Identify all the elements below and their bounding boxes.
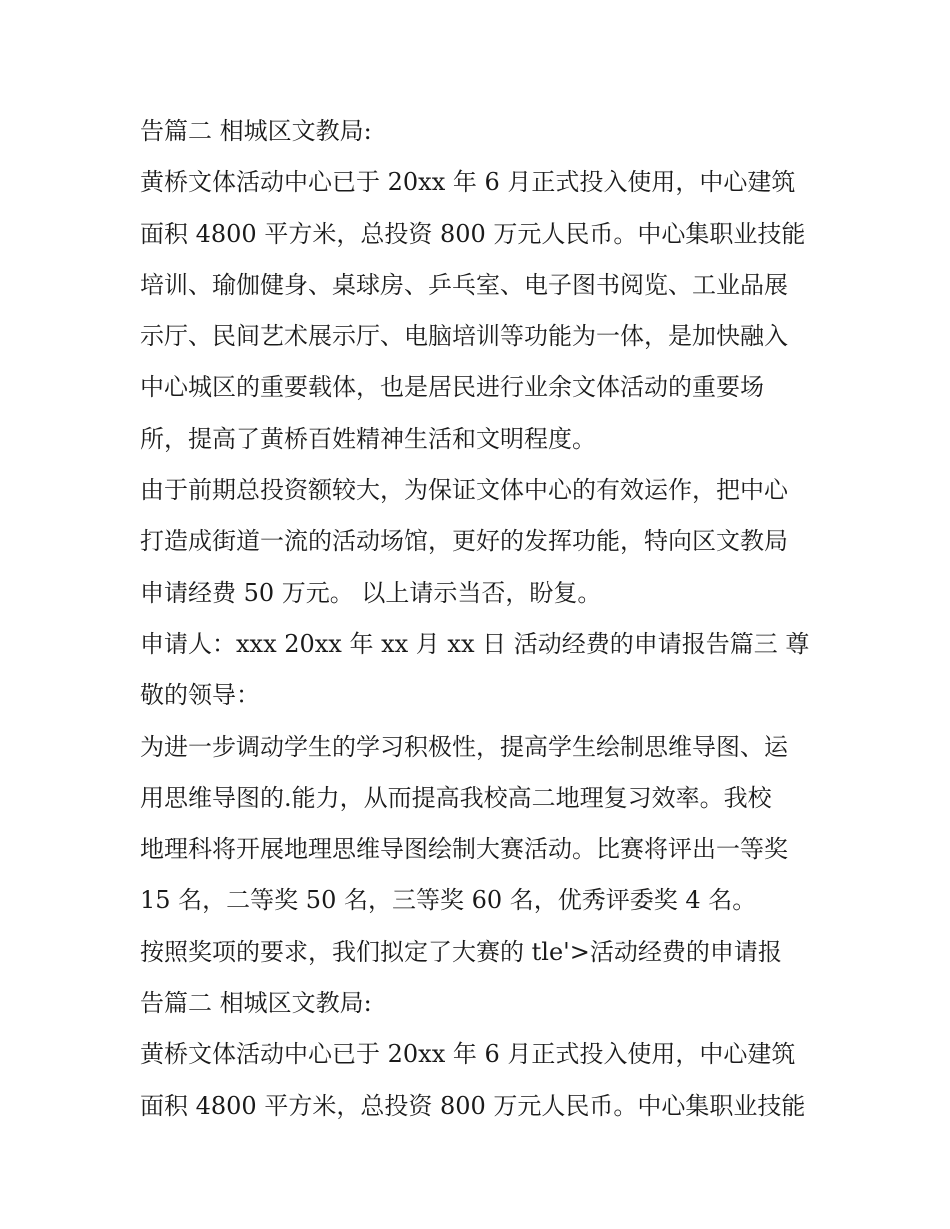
text-line: 用思维导图的.能力，从而提高我校高二地理复习效率。我校	[140, 783, 772, 812]
text-line: 申请人：xxx 20xx 年 xx 月 xx 日 活动经费的申请报告篇三 尊	[140, 629, 810, 658]
text-line: 告篇二 相城区文教局:	[140, 117, 372, 145]
text-line: 中心城区的重要载体，也是居民进行业余文体活动的重要场	[140, 373, 764, 402]
text-line: 申请经费 50 万元。 以上请示当否，盼复。	[140, 578, 602, 607]
text-line: 由于前期总投资额较大，为保证文体中心的有效运作，把中心	[140, 476, 788, 505]
text-line: 黄桥文体活动中心已于 20xx 年 6 月正式投入使用，中心建筑	[140, 1040, 796, 1069]
text-line: 按照奖项的要求，我们拟定了大赛的 tle'>活动经费的申请报	[140, 937, 782, 966]
text-line: 打造成街道一流的活动场馆，更好的发挥功能，特向区文教局	[140, 527, 788, 556]
text-line: 面积 4800 平方米，总投资 800 万元人民币。中心集职业技能	[140, 219, 806, 248]
text-line: 为进一步调动学生的学习积极性，提高学生绘制思维导图、运	[140, 732, 788, 761]
text-line: 15 名，二等奖 50 名，三等奖 60 名，优秀评委奖 4 名。	[140, 886, 757, 915]
text-line: 培训、瑜伽健身、桌球房、乒乓室、电子图书阅览、工业品展	[140, 270, 788, 299]
text-line: 告篇二 相城区文教局:	[140, 989, 372, 1018]
text-line: 所，提高了黄桥百姓精神生活和文明程度。	[140, 424, 596, 453]
text-line: 地理科将开展地理思维导图绘制大赛活动。比赛将评出一等奖	[140, 835, 788, 864]
text-line: 面积 4800 平方米，总投资 800 万元人民币。中心集职业技能	[140, 1091, 806, 1120]
text-line: 黄桥文体活动中心已于 20xx 年 6 月正式投入使用，中心建筑	[140, 168, 796, 197]
text-line: 敬的领导：	[140, 681, 260, 710]
text-line: 示厅、民间艺术展示厅、电脑培训等功能为一体，是加快融入	[140, 322, 788, 351]
document-body	[140, 106, 820, 1132]
